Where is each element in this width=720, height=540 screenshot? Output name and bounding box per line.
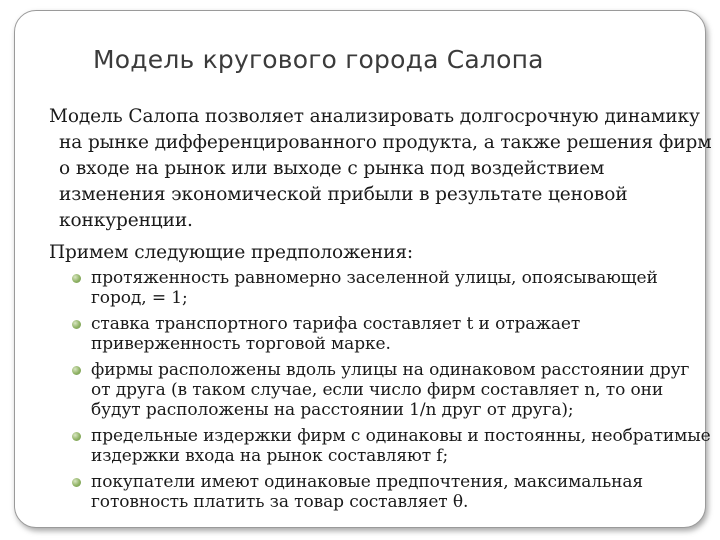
list-item-text: протяженность равномерно заселенной улицы, опоясывающей город, = 1;	[91, 268, 658, 308]
list-item	[49, 360, 714, 420]
list-item-text: покупатели имеют одинаковые предпочтения, максимальная готовность платить за товар составляет θ.	[91, 472, 644, 512]
list-item	[49, 268, 714, 308]
list-item	[49, 426, 714, 466]
list-item	[49, 314, 714, 354]
bullet-icon	[72, 320, 81, 329]
list-item	[49, 472, 714, 512]
bullet-icon	[72, 432, 81, 441]
bullet-icon	[72, 478, 81, 487]
intro-paragraph: Модель Салопа позволяет анализировать долгосрочную динамику на рынке дифференцированного продукта, а также решения фирм о входе на рынок или выходе с рынка под воздействием изменения экономической прибыли в результате ценовой конкуренции.	[49, 106, 712, 231]
bullet-icon	[72, 274, 81, 283]
list-item-text: ставка транспортного тарифа составляет t и отражает приверженность торговой марке.	[91, 314, 581, 354]
slide-title: Модель кругового города Салопа	[93, 45, 544, 74]
assumptions-heading: Примем следующие предположения:	[49, 242, 414, 263]
slide-content	[49, 104, 714, 518]
assumptions-list	[49, 268, 714, 512]
list-item-text: фирмы расположены вдоль улицы на одинаковом расстоянии друг от друга (в таком случае, если число фирм составляет n, то они будут расположены на расстоянии 1/n друг от друга);	[91, 360, 690, 420]
bullet-icon	[72, 366, 81, 375]
list-item-text: предельные издержки фирм с одинаковы и постоянны, необратимые издержки входа на рынок составляют f;	[91, 426, 711, 466]
slide-frame	[14, 10, 712, 528]
